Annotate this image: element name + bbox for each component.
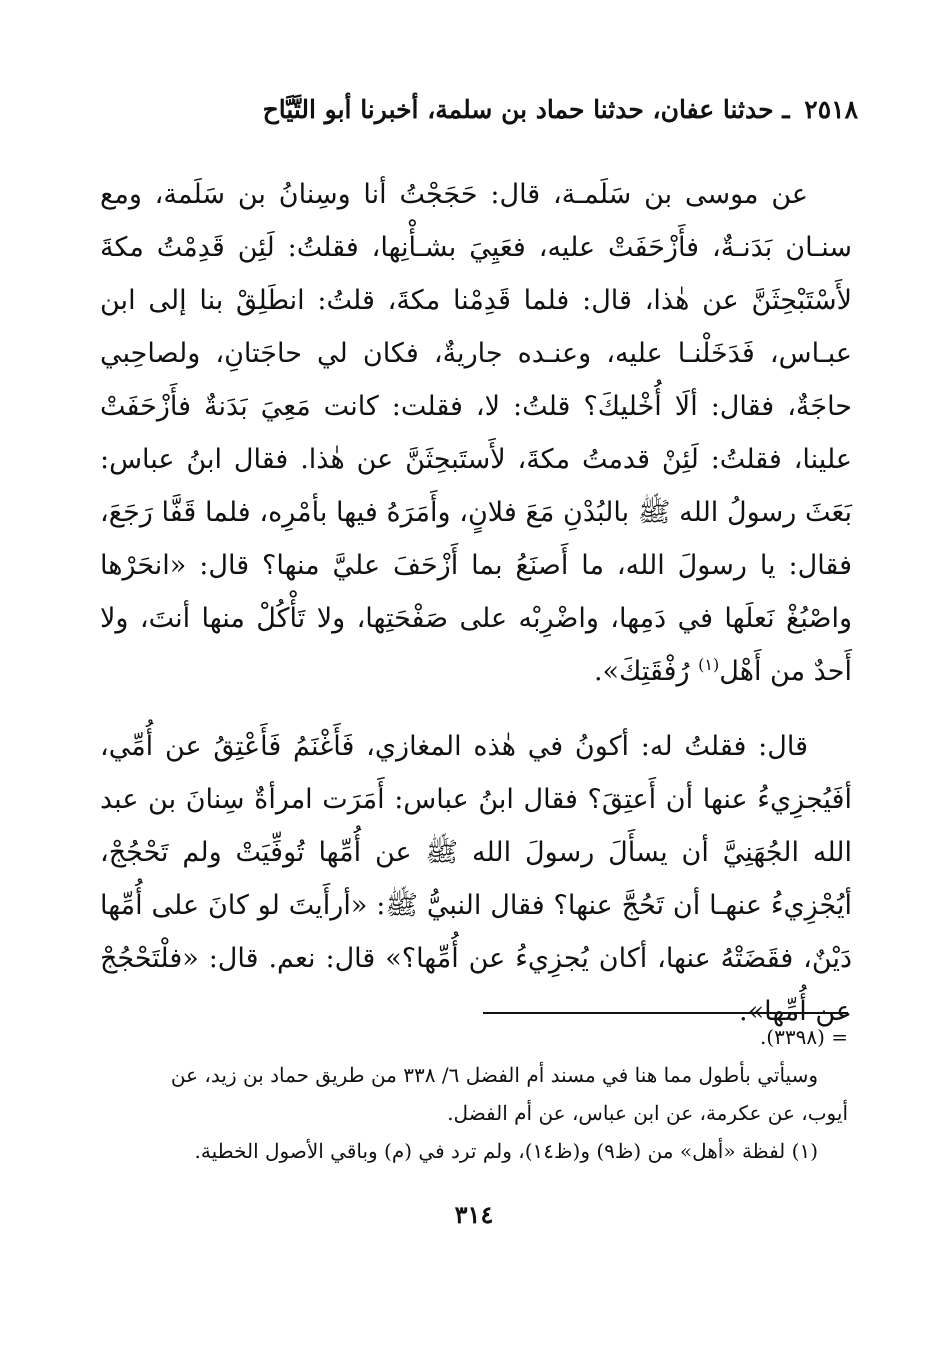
hadith-header xyxy=(120,92,858,128)
paragraph-1-text: عن موسى بن سَلَمـة، قال: حَجَجْتُ أنا وسِنانُ بن سَلَمة، ومع سنـان بَدَنـةٌ، فأَزْحَفَتْ عليه، فعَيِيَ بشـأْنِها، فقلتُ: لَئِن قَدِمْتُ مكةَ لأَسْتَبْحِثَنَّ عن هٰذا، قال: فلما قَدِمْنا مكةَ، قلتُ: انطَلِقْ بنا إلى ابن عبـاس، فَدَخَلْنـا عليه، وعنـده جاريةٌ، فكان لي حاجَتانِ، ولصاحِبي حاجَةٌ، فقال: ألَا أُخْليكَ؟ قلتُ: لا، فقلت: كانت مَعِيَ بَدَنةٌ فأَزْحَفَتْ علينا، فقلتُ: لَئِنْ قدمتُ مكةَ، لأَستَبحِثَنَّ عن هٰذا. فقال ابنُ عباس: بَعَثَ رسولُ الله ﷺ بالبُدْنِ مَعَ فلانٍ، وأَمَرَهُ فيها بأمْرِه، فلما قَفَّا رَجَعَ، فقال: يا رسولَ الله، ما أَصنَعُ بما أَزْحَفَ عليَّ منها؟ قال: «انحَرْها واصْبُغْ نَعلَها في دَمِها، واضْرِبْه على صَفْحَتِها، ولا تَأْكُلْ منها أنتَ، ولا أَحدٌ من أَهْل xyxy=(100,179,852,687)
isnad-chain: ـ حدثنا عفان، حدثنا حماد بن سلمة، أخبرنا أبو التَّيَّاح xyxy=(262,95,790,124)
page-number: ٣١٤ xyxy=(454,1200,494,1229)
hadith-number: ٢٥١٨ xyxy=(804,95,858,124)
footnotes xyxy=(110,1018,848,1170)
paragraph-2: قال: فقلتُ له: أكونُ في هٰذه المغازي، فَأَغْنَمُ فَأَعْتِقُ عن أُمِّي، أفَيُجزِيءُ عنها أن أَعتِقَ؟ فقال ابنُ عباس: أَمَرَت امرأةٌ سِنانَ بن عبد الله الجُهَنِيَّ أن يسأَلَ رسولَ الله ﷺ عن أُمِّها تُوفِّيَتْ ولم تَحْجُجْ، أيُجْزِيءُ عنهـا أن تَحُجَّ عنها؟ فقال النبيُّ ﷺ: «أرأَيتَ لو كانَ على أُمِّها دَيْنٌ، فقَضَتْهُ عنها، أكان يُجزِيءُ عن أُمِّها؟» قال: نعم. قال: «فلْتَحْجُجْ عن أُمِّها». xyxy=(100,731,852,1027)
footnote-divider xyxy=(483,1012,848,1014)
footnote-marker-1[interactable]: (١) xyxy=(698,655,720,674)
footnote-note-line-1: وسيأتي بأطول مما هنا في مسند أم الفضل ٦/ ٣٣٨ من طريق حماد بن زيد، عن xyxy=(170,1063,818,1087)
hadith-body xyxy=(100,168,852,1038)
paragraph-1-ending: رُفْقَتِكَ». xyxy=(593,656,699,687)
paragraph-1 xyxy=(100,168,852,698)
footnote-1: (١) لفظة «أهل» من (ظ٩) و(ظ١٤)، ولم ترد في (م) وباقي الأصول الخطية. xyxy=(194,1139,818,1163)
footnote-continuation: = (٣٣٩٨). xyxy=(759,1025,848,1049)
footnote-note-line-2: أيوب، عن عكرمة، عن ابن عباس، عن أم الفضل. xyxy=(447,1101,848,1125)
